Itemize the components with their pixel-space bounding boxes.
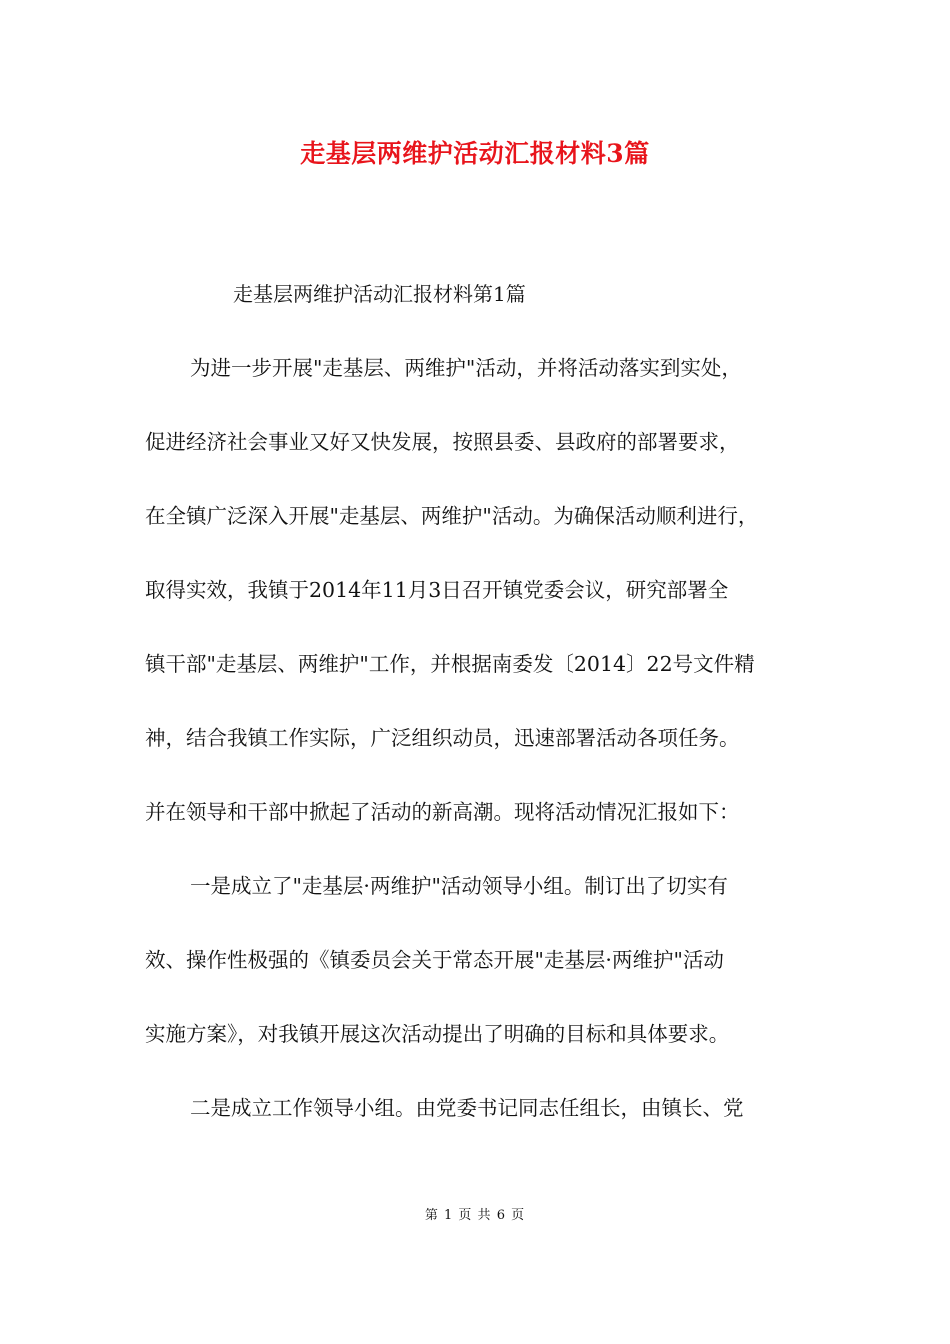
- page-number-footer: 第 1 页 共 6 页: [424, 1208, 526, 1223]
- body-line: 神，结合我镇工作实际，广泛组织动员，迅速部署活动各项任务。: [145, 726, 740, 750]
- body-line: 一是成立了"走基层·两维护"活动领导小组。制订出了切实有: [190, 874, 728, 898]
- body-line: 促进经济社会事业又好又快发展，按照县委、县政府的部署要求，: [145, 430, 740, 454]
- body-line: 实施方案》，对我镇开展这次活动提出了明确的目标和具体要求。: [145, 1022, 730, 1046]
- body-line: 效、操作性极强的《镇委员会关于常态开展"走基层·两维护"活动: [145, 948, 724, 972]
- body-line: 在全镇广泛深入开展"走基层、两维护"活动。为确保活动顺利进行，: [145, 504, 759, 528]
- section-heading: 走基层两维护活动汇报材料第1篇: [233, 282, 526, 306]
- body-line: 取得实效，我镇于2014年11月3日召开镇党委会议，研究部署全: [145, 578, 729, 602]
- document-title: 走基层两维护活动汇报材料3篇: [300, 139, 650, 168]
- body-line: 并在领导和干部中掀起了活动的新高潮。现将活动情况汇报如下：: [145, 800, 740, 824]
- body-line: 镇干部"走基层、两维护"工作，并根据南委发〔2014〕22号文件精: [145, 652, 755, 676]
- body-line: 为进一步开展"走基层、两维护"活动，并将活动落实到实处，: [190, 356, 742, 380]
- body-line: 二是成立工作领导小组。由党委书记同志任组长，由镇长、党: [190, 1096, 744, 1120]
